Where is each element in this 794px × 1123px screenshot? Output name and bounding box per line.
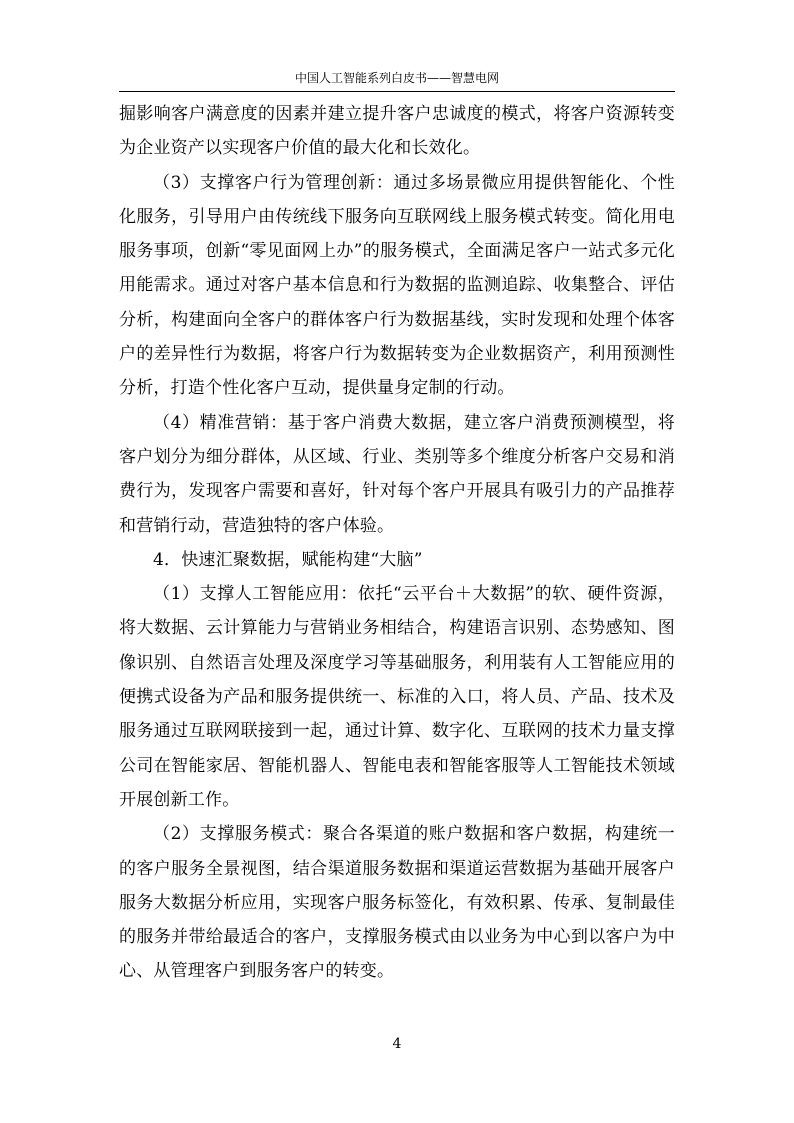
section-heading: 4．快速汇聚数据，赋能构建“大脑”	[153, 549, 423, 570]
document-body	[119, 97, 675, 989]
paragraph-continuation: 掘影响客户满意度的因素并建立提升客户忠诚度的模式，将客户资源转变为企业资产以实现客户价值的最大化和长效化。	[119, 104, 675, 159]
paragraph-customer-behavior: （3）支撑客户行为管理创新：通过多场景微应用提供智能化、个性化服务，引导用户由传统线下服务向互联网线上服务模式转变。简化用电服务事项，创新“零见面网上办”的服务模式，全面满足客户一站式多元化用能需求。通过对客户基本信息和行为数据的监测追踪、收集整合、评估分析，构建面向全客户的群体客户行为数据基线，实时发现和处理个体客户的差异性行为数据，将客户行为数据转变为企业数据资产，利用预测性分析，打造个性化客户互动，提供量身定制的行动。	[119, 172, 675, 399]
page-number: 4	[392, 1036, 402, 1052]
header-rule	[119, 91, 675, 92]
paragraph-ai-application: （1）支撑人工智能应用：依托“云平台＋大数据”的软、硬件资源，将大数据、云计算能力与营销业务相结合，构建语言识别、态势感知、图像识别、自然语言处理及深度学习等基础服务，利用装有人工智能应用的便携式设备为产品和服务提供统一、标准的入口，将人员、产品、技术及服务通过互联网联接到一起，通过计算、数字化、互联网的技术力量支撑公司在智能家居、智能机器人、智能电表和智能客服等人工智能技术领域开展创新工作。	[119, 584, 675, 810]
paragraph-service-mode: （2）支撑服务模式：聚合各渠道的账户数据和客户数据，构建统一的客户服务全景视图，结合渠道服务数据和渠道运营数据为基础开展客户服务大数据分析应用，实现客户服务标签化，有效积累、传承、复制最佳的服务并带给最适合的客户，支撑服务模式由以业务为中心到以客户为中心、从管理客户到服务客户的转变。	[119, 824, 675, 982]
running-header: 中国人工智能系列白皮书——智慧电网	[294, 71, 499, 85]
paragraph-precision-marketing: （4）精准营销：基于客户消费大数据，建立客户消费预测模型，将客户划分为细分群体，从区域、行业、类别等多个维度分析客户交易和消费行为，发现客户需要和喜好，针对每个客户开展具有吸引力的产品推荐和营销行动，营造独特的客户体验。	[119, 412, 675, 536]
